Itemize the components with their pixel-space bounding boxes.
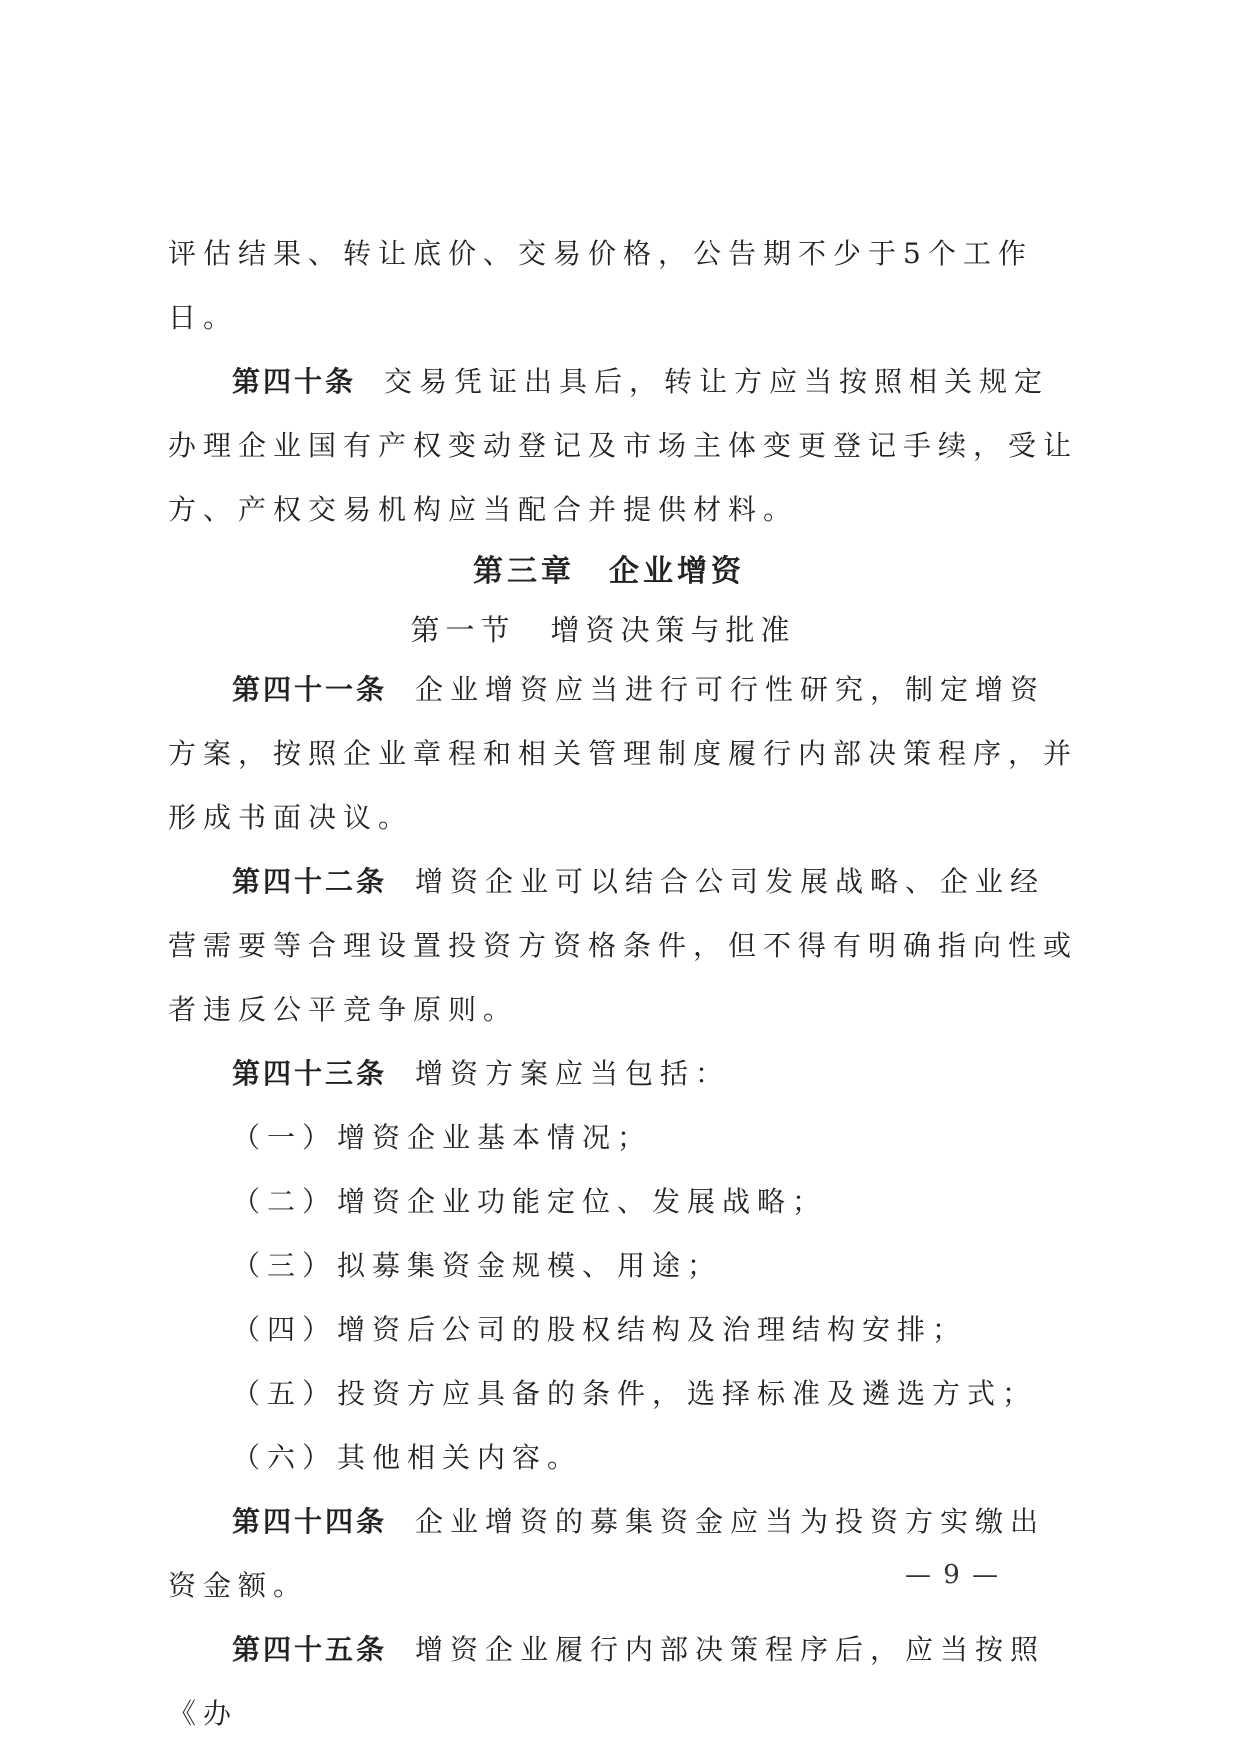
article-45: [168, 1618, 1078, 1746]
article-42-label: 第四十二条: [232, 865, 388, 898]
article-43-text: 增资方案应当包括：: [415, 1057, 731, 1090]
list-item: （一）增资企业基本情况；: [232, 1121, 653, 1154]
article-40: [168, 350, 1078, 542]
continuation-text: 评估结果、转让底价、交易价格，公告期不少于5个工作日。: [168, 237, 1033, 334]
paragraph-continuation: [168, 222, 1078, 350]
list-item: （六）其他相关内容。: [232, 1441, 583, 1474]
article-41: [168, 658, 1078, 850]
document-body: [168, 222, 1078, 1746]
page-number: — 9 —: [905, 1560, 1001, 1590]
article-40-text: 交易凭证出具后，转让方应当按照相关规定办理企业国有产权变动登记及市场主体变更登记手续，受让方、产权交易机构应当配合并提供材料。: [168, 365, 1079, 526]
list-item: （三）拟募集资金规模、用途；: [232, 1249, 723, 1282]
list-item: （五）投资方应具备的条件，选择标准及遴选方式；: [232, 1377, 1038, 1410]
article-41-label: 第四十一条: [232, 673, 388, 706]
article-45-text: 增资企业履行内部决策程序后，应当按照《办: [168, 1633, 1046, 1730]
article-43: [168, 1042, 1078, 1106]
article-41-text: 企业增资应当进行可行性研究，制定增资方案，按照企业章程和相关管理制度履行内部决策程序，并形成书面决议。: [168, 673, 1079, 834]
chapter-title: 第三章 企业增资: [473, 554, 745, 589]
article-44-text: 企业增资的募集资金应当为投资方实缴出资金额。: [168, 1505, 1046, 1602]
article-43-label: 第四十三条: [232, 1057, 388, 1090]
article-45-label: 第四十五条: [232, 1633, 388, 1666]
list-item: （二）增资企业功能定位、发展战略；: [232, 1185, 828, 1218]
article-42: [168, 850, 1078, 1042]
article-44: [168, 1490, 1078, 1618]
list-item: （四）增资后公司的股权结构及治理结构安排；: [232, 1313, 968, 1346]
section-title: 第一节 增资决策与批准: [410, 613, 796, 647]
article-40-label: 第四十条: [232, 365, 357, 398]
article-44-label: 第四十四条: [232, 1505, 388, 1538]
article-42-text: 增资企业可以结合公司发展战略、企业经营需要等合理设置投资方资格条件，但不得有明确指向性或者违反公平竞争原则。: [168, 865, 1079, 1026]
